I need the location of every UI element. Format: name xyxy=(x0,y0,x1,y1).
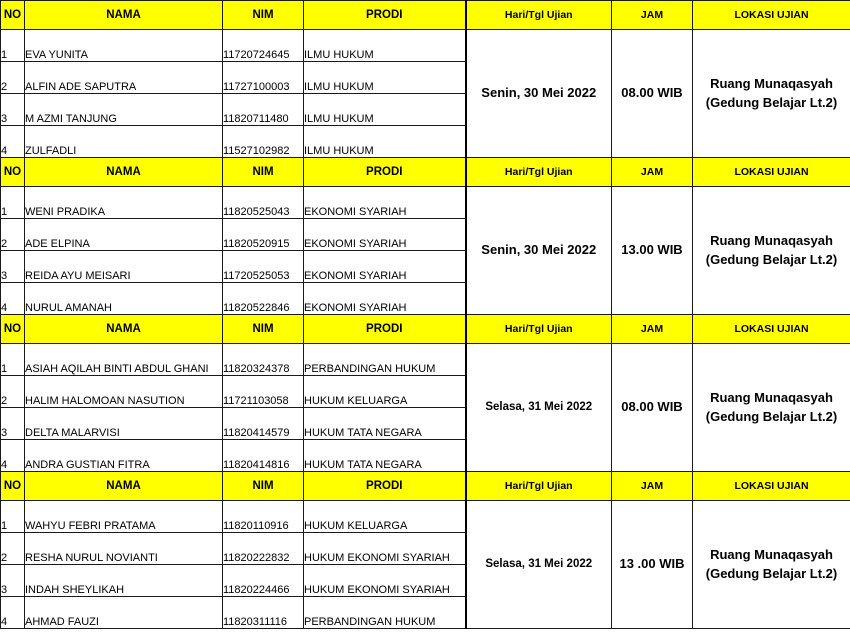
student-nim: 11720724645 xyxy=(223,30,304,62)
study-program: PERBANDINGAN HUKUM xyxy=(304,597,466,629)
row-no: 4 xyxy=(1,126,25,158)
exam-time: 13 .00 WIB xyxy=(612,501,693,629)
row-no: 3 xyxy=(1,565,25,597)
student-nim: 11720525053 xyxy=(223,251,304,283)
study-program: ILMU HUKUM xyxy=(304,62,466,94)
study-program: HUKUM EKONOMI SYARIAH xyxy=(304,533,466,565)
header-nim: NIM xyxy=(223,472,304,501)
student-name: ANDRA GUSTIAN FITRA xyxy=(25,440,223,472)
header-location: LOKASI UJIAN xyxy=(693,315,850,344)
student-nim: 11820324378 xyxy=(223,344,304,376)
header-location: LOKASI UJIAN xyxy=(693,1,850,30)
row-no: 3 xyxy=(1,408,25,440)
header-date: Hari/Tgl Ujian xyxy=(466,315,612,344)
row-no: 2 xyxy=(1,376,25,408)
student-name: ADE ELPINA xyxy=(25,219,223,251)
student-nim: 11727100003 xyxy=(223,62,304,94)
student-name: WENI PRADIKA xyxy=(25,187,223,219)
student-nim: 11820110916 xyxy=(223,501,304,533)
header-no: NO xyxy=(1,315,25,344)
header-prodi: PRODI xyxy=(304,472,466,501)
row-no: 3 xyxy=(1,94,25,126)
exam-date: Senin, 30 Mei 2022 xyxy=(466,187,612,315)
student-nim: 11721103058 xyxy=(223,376,304,408)
header-time: JAM xyxy=(612,1,693,30)
exam-date: Selasa, 31 Mei 2022 xyxy=(466,501,612,629)
student-nim: 11820525043 xyxy=(223,187,304,219)
study-program: HUKUM EKONOMI SYARIAH xyxy=(304,565,466,597)
header-nama: NAMA xyxy=(25,472,223,501)
header-no: NO xyxy=(1,158,25,187)
header-row xyxy=(1,315,850,344)
header-time: JAM xyxy=(612,472,693,501)
header-nim: NIM xyxy=(223,158,304,187)
study-program: EKONOMI SYARIAH xyxy=(304,251,466,283)
exam-date: Selasa, 31 Mei 2022 xyxy=(466,344,612,472)
location-room: Ruang Munaqasyah xyxy=(710,389,833,405)
student-name: ASIAH AQILAH BINTI ABDUL GHANI xyxy=(25,344,223,376)
row-no: 2 xyxy=(1,533,25,565)
header-row xyxy=(1,158,850,187)
student-name: DELTA MALARVISI xyxy=(25,408,223,440)
student-nim: 11820222832 xyxy=(223,533,304,565)
study-program: HUKUM TATA NEGARA xyxy=(304,440,466,472)
student-name: ZULFADLI xyxy=(25,126,223,158)
location-room: Ruang Munaqasyah xyxy=(710,546,833,562)
study-program: EKONOMI SYARIAH xyxy=(304,283,466,315)
study-program: HUKUM KELUARGA xyxy=(304,376,466,408)
header-nim: NIM xyxy=(223,1,304,30)
student-name: INDAH SHEYLIKAH xyxy=(25,565,223,597)
row-no: 1 xyxy=(1,187,25,219)
header-prodi: PRODI xyxy=(304,1,466,30)
header-nama: NAMA xyxy=(25,315,223,344)
exam-location xyxy=(693,30,850,158)
table-row xyxy=(1,344,850,376)
student-name: ALFIN ADE SAPUTRA xyxy=(25,62,223,94)
location-building: (Gedung Belajar Lt.2) xyxy=(705,251,838,267)
header-time: JAM xyxy=(612,315,693,344)
header-time: JAM xyxy=(612,158,693,187)
study-program: HUKUM KELUARGA xyxy=(304,501,466,533)
student-name: HALIM HALOMOAN NASUTION xyxy=(25,376,223,408)
row-no: 4 xyxy=(1,597,25,629)
student-nim: 11820414816 xyxy=(223,440,304,472)
student-nim: 11820414579 xyxy=(223,408,304,440)
location-room: Ruang Munaqasyah xyxy=(710,232,833,248)
row-no: 3 xyxy=(1,251,25,283)
row-no: 4 xyxy=(1,440,25,472)
row-no: 4 xyxy=(1,283,25,315)
location-room: Ruang Munaqasyah xyxy=(710,75,833,91)
location-building: (Gedung Belajar Lt.2) xyxy=(705,408,838,424)
header-prodi: PRODI xyxy=(304,158,466,187)
header-date: Hari/Tgl Ujian xyxy=(466,158,612,187)
study-program: ILMU HUKUM xyxy=(304,30,466,62)
header-date: Hari/Tgl Ujian xyxy=(466,1,612,30)
row-no: 2 xyxy=(1,219,25,251)
header-row xyxy=(1,472,850,501)
study-program: EKONOMI SYARIAH xyxy=(304,219,466,251)
exam-location xyxy=(693,501,850,629)
student-name: WAHYU FEBRI PRATAMA xyxy=(25,501,223,533)
header-nama: NAMA xyxy=(25,1,223,30)
header-location: LOKASI UJIAN xyxy=(693,158,850,187)
table-row xyxy=(1,30,850,62)
table-row xyxy=(1,187,850,219)
student-name: NURUL AMANAH xyxy=(25,283,223,315)
student-nim: 11820224466 xyxy=(223,565,304,597)
student-name: M AZMI TANJUNG xyxy=(25,94,223,126)
location-building: (Gedung Belajar Lt.2) xyxy=(705,565,838,581)
student-nim: 11527102982 xyxy=(223,126,304,158)
study-program: ILMU HUKUM xyxy=(304,94,466,126)
header-no: NO xyxy=(1,472,25,501)
student-nim: 11820522846 xyxy=(223,283,304,315)
exam-location xyxy=(693,187,850,315)
study-program: ILMU HUKUM xyxy=(304,126,466,158)
student-nim: 11820520915 xyxy=(223,219,304,251)
study-program: HUKUM TATA NEGARA xyxy=(304,408,466,440)
study-program: PERBANDINGAN HUKUM xyxy=(304,344,466,376)
header-nim: NIM xyxy=(223,315,304,344)
table-row xyxy=(1,501,850,533)
exam-time: 13.00 WIB xyxy=(612,187,693,315)
exam-date: Senin, 30 Mei 2022 xyxy=(466,30,612,158)
study-program: EKONOMI SYARIAH xyxy=(304,187,466,219)
row-no: 1 xyxy=(1,344,25,376)
exam-location xyxy=(693,344,850,472)
student-name: AHMAD FAUZI xyxy=(25,597,223,629)
header-prodi: PRODI xyxy=(304,315,466,344)
exam-time: 08.00 WIB xyxy=(612,30,693,158)
row-no: 2 xyxy=(1,62,25,94)
location-building: (Gedung Belajar Lt.2) xyxy=(705,94,838,110)
header-nama: NAMA xyxy=(25,158,223,187)
header-location: LOKASI UJIAN xyxy=(693,472,850,501)
header-row xyxy=(1,1,850,30)
header-date: Hari/Tgl Ujian xyxy=(466,472,612,501)
row-no: 1 xyxy=(1,30,25,62)
exam-time: 08.00 WIB xyxy=(612,344,693,472)
row-no: 1 xyxy=(1,501,25,533)
student-name: REIDA AYU MEISARI xyxy=(25,251,223,283)
header-no: NO xyxy=(1,1,25,30)
student-nim: 11820311116 xyxy=(223,597,304,629)
student-name: EVA YUNITA xyxy=(25,30,223,62)
student-nim: 11820711480 xyxy=(223,94,304,126)
student-name: RESHA NURUL NOVIANTI xyxy=(25,533,223,565)
